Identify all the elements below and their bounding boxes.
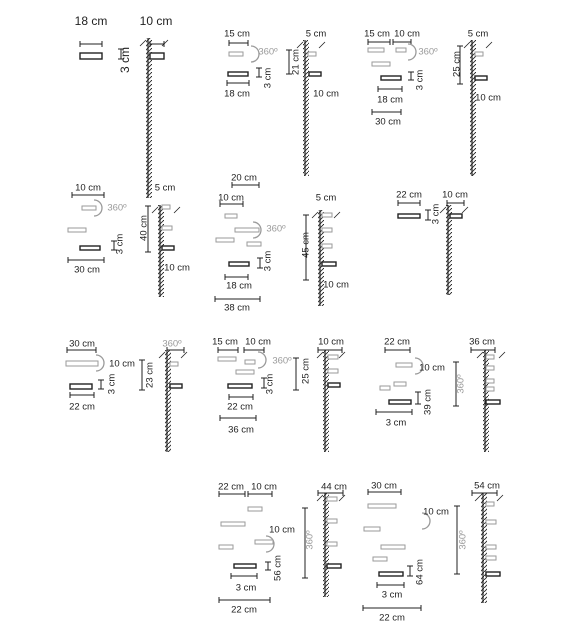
shelf-rotated [486, 355, 494, 359]
label-rotation: 360º [304, 530, 316, 550]
label-large-width: 22 cm [379, 612, 405, 624]
shelf-front [328, 383, 340, 387]
label-height: 39 cm [422, 389, 434, 415]
dimension-line-vertical [98, 380, 104, 389]
shelf-front [162, 246, 174, 250]
dimension-line [363, 605, 421, 611]
shelf-front [229, 262, 249, 266]
label-height: 21 cm [290, 49, 302, 75]
label-rotation: 360º [107, 202, 127, 214]
shelf-configuration-c11 [363, 481, 503, 624]
shelf-configuration-c10 [218, 482, 347, 616]
shelf-configuration-c7 [66, 339, 187, 452]
shelf-rotated [486, 545, 496, 549]
mount-guide [159, 352, 165, 358]
shelf-front [450, 214, 462, 218]
label-total-width: 36 cm [469, 336, 495, 348]
shelf-rotated [221, 522, 245, 526]
mount-guide [462, 207, 468, 213]
dimension-line [385, 347, 410, 353]
shelf-front [70, 384, 92, 389]
shelf-rotated [327, 497, 337, 501]
mount-guide [497, 495, 503, 501]
shelf-configuration-c6 [396, 190, 468, 295]
label-mid-width: 10 cm [218, 192, 244, 204]
shelf-front [486, 400, 500, 404]
shelf-rotated [225, 214, 237, 218]
shelf-rotated [162, 226, 172, 230]
label-thickness: 3 cm [385, 417, 407, 429]
shelf-rotated [328, 355, 338, 359]
shelf-rotated [235, 228, 259, 232]
label-thickness: 3 cm [118, 46, 133, 74]
dimension-line [377, 582, 404, 588]
shelf-rotated [162, 205, 170, 209]
label-height: 56 cm [272, 555, 284, 581]
label-large-width: 18 cm [226, 280, 252, 292]
label-top-width: 20 cm [231, 172, 257, 184]
shelf-rotated [381, 545, 405, 549]
shelf-configuration-c8 [212, 337, 345, 452]
shelf-rotated [229, 52, 243, 56]
dimension-line [376, 409, 412, 415]
hatched-wall-icon [312, 210, 340, 306]
dimension-line [80, 41, 102, 47]
rotation-arc-icon [408, 44, 416, 60]
label-small-width: 15 cm [364, 28, 390, 40]
label-shelf-depth: 10 cm [419, 362, 445, 374]
shelf-rotated [170, 362, 178, 366]
shelf-rotated [394, 382, 406, 386]
dimension-line [368, 39, 390, 45]
mount-guide [334, 212, 340, 218]
label-total-width: 54 cm [474, 480, 500, 492]
shelf-configuration-c5 [215, 173, 349, 314]
label-height: 25 cm [300, 358, 312, 384]
wall-hatching [318, 210, 324, 306]
dimension-line [150, 41, 164, 47]
mount-guide [486, 42, 492, 48]
shelf-front [228, 384, 252, 388]
label-shelf-depth: 10 cm [423, 506, 449, 518]
shelf-front [228, 72, 248, 76]
label-top-width: 30 cm [371, 480, 397, 492]
shelf-rotated [327, 542, 337, 546]
hatched-wall-icon [152, 205, 180, 297]
mount-guide [174, 207, 180, 213]
shelf-front [322, 262, 336, 266]
shelf-configuration-c3 [364, 29, 501, 176]
label-total-width: 30 cm [375, 116, 401, 128]
shelf-rotated [322, 228, 332, 232]
label-shelf-depth: 10 cm [139, 14, 173, 29]
label-shelf-depth: 10 cm [442, 189, 468, 201]
shelf-configuration-c9 [376, 337, 505, 452]
shelf-rotated [82, 206, 96, 210]
label-height: 64 cm [414, 559, 426, 585]
mount-guide [152, 207, 158, 213]
label-small-width: 15 cm [212, 336, 238, 348]
shelf-rotated [475, 52, 483, 56]
mount-guide [464, 42, 470, 48]
label-top-width: 30 cm [69, 338, 95, 350]
dimension-line [378, 86, 402, 92]
label-shelf-depth: 10 cm [109, 358, 135, 370]
label-large-width: 22 cm [231, 604, 257, 616]
label-rotation: 360º [457, 530, 469, 550]
label-rotation: 360º [258, 46, 278, 58]
dimension-line [318, 347, 342, 353]
dimension-line-vertical [265, 562, 271, 570]
label-shelf-depth: 10 cm [318, 336, 344, 348]
shelf-front [150, 53, 164, 59]
label-total-width: 36 cm [228, 424, 254, 436]
dimension-line [229, 394, 253, 400]
label-thickness: 3 cm [264, 373, 276, 395]
label-thickness: 3 cm [262, 250, 274, 272]
dimension-line [229, 40, 248, 46]
rotation-arc-icon [258, 352, 266, 368]
mount-guide [319, 42, 325, 48]
label-top-width: 22 cm [384, 336, 410, 348]
hatched-wall-icon [317, 350, 345, 452]
shelf-rotated [486, 520, 496, 524]
shelf-front [234, 564, 256, 568]
label-total-width: 30 cm [74, 264, 100, 276]
shelf-rotated [486, 502, 494, 506]
shelf-rotated [396, 363, 412, 367]
dimension-line [398, 200, 420, 206]
label-top-width: 22 cm [218, 481, 244, 493]
shelf-rotated [486, 387, 494, 391]
shelf-rotated [322, 213, 332, 217]
shelf-front [80, 246, 100, 250]
dimension-line-vertical [407, 566, 413, 576]
shelf-front [475, 76, 487, 80]
label-thickness: 3 cm [114, 233, 126, 255]
label-total-width: 38 cm [224, 302, 250, 314]
mount-guide [339, 495, 345, 501]
label-rotation: 360º [455, 374, 467, 394]
label-small-depth: 5 cm [154, 182, 176, 194]
label-thickness: 3 cm [106, 373, 118, 395]
label-rotation: 360º [272, 355, 292, 367]
label-large-depth: 10 cm [323, 279, 349, 291]
shelf-front [379, 572, 403, 576]
label-large-width: 22 cm [69, 401, 95, 413]
shelf-rotated [255, 540, 273, 544]
label-rotation: 360º [418, 46, 438, 58]
dimension-line-vertical [408, 72, 414, 80]
label-large-depth: 10 cm [313, 88, 339, 100]
dimension-line [220, 415, 256, 421]
mount-guide [140, 40, 146, 46]
label-mid-width: 10 cm [245, 336, 271, 348]
dimension-line [231, 573, 257, 579]
wall-hatching [146, 38, 152, 198]
mount-guide [312, 212, 318, 218]
label-small-depth: 5 cm [315, 192, 337, 204]
label-small-depth: 5 cm [467, 28, 489, 40]
label-large-width: 18 cm [377, 94, 403, 106]
shelf-front [389, 400, 411, 404]
hatched-wall-icon [464, 40, 492, 176]
shelf-rotated [219, 545, 233, 549]
dimension-line-vertical [293, 358, 299, 390]
shelf-rotated [247, 242, 261, 246]
shelf-front [381, 76, 401, 80]
label-shelf-width: 18 cm [74, 14, 108, 29]
shelf-rotated [380, 386, 390, 390]
shelf-configuration-c2 [224, 29, 339, 176]
shelf-rotated [486, 366, 494, 370]
label-thickness: 3 cm [430, 203, 442, 225]
shelf-rotated [368, 48, 384, 52]
dimension-line [68, 257, 104, 263]
label-thickness: 3 cm [235, 582, 257, 594]
label-large-width: 18 cm [224, 88, 250, 100]
wall-hatching [323, 350, 329, 452]
shelf-rotated [364, 527, 380, 531]
label-rotation: 360º [266, 223, 286, 235]
mount-guide [162, 40, 168, 46]
dimension-line [218, 347, 238, 353]
label-thickness: 3 cm [381, 589, 403, 601]
shelf-rotated [66, 361, 98, 366]
mount-guide [499, 352, 505, 358]
shelf-configuration-c1 [75, 14, 173, 198]
label-large-depth: 10 cm [164, 262, 190, 274]
label-mid-width: 10 cm [394, 28, 420, 40]
shelf-rotated [68, 228, 86, 232]
dimension-line-vertical [415, 392, 421, 404]
shelf-rotated [368, 504, 396, 508]
mount-guide [297, 42, 303, 48]
shelf-front [398, 214, 420, 218]
dimension-line-vertical [256, 68, 262, 77]
shelf-rotated [372, 62, 390, 66]
label-thickness: 3 cm [414, 69, 426, 91]
label-mid-width: 10 cm [75, 182, 101, 194]
label-total-width: 44 cm [321, 481, 347, 493]
label-mid-width: 10 cm [251, 481, 277, 493]
hatched-wall-icon [140, 38, 168, 198]
shelf-rotated [327, 519, 337, 523]
shelf-rotated [308, 52, 316, 56]
shelf-front [309, 72, 321, 76]
shelf-rotated [216, 238, 234, 242]
wall-hatching [303, 40, 309, 176]
dimension-line [372, 109, 401, 115]
label-large-width: 22 cm [227, 401, 253, 413]
shelf-configuration-c4 [68, 183, 190, 297]
label-shelf-width: 22 cm [396, 189, 422, 201]
shelf-rotated [396, 48, 406, 52]
shelf-front [170, 384, 182, 388]
shelf-rotated [245, 360, 255, 364]
label-small-width: 15 cm [224, 28, 250, 40]
shelf-rotated [248, 507, 262, 511]
dimension-line [219, 597, 270, 603]
figure-layer [66, 14, 505, 623]
label-height: 45 cm [300, 232, 312, 258]
wall-hatching [470, 40, 476, 176]
mount-guide [475, 495, 481, 501]
dimension-line [215, 296, 260, 302]
shelf-rotated [486, 556, 496, 560]
shelf-front [327, 564, 341, 568]
label-small-depth: 5 cm [305, 28, 327, 40]
dimension-line [225, 274, 248, 280]
label-height: 40 cm [138, 215, 150, 241]
dimension-line [70, 392, 94, 398]
shelf-rotated [486, 379, 494, 383]
shelf-rotated [236, 370, 254, 374]
shelf-rotated [373, 557, 387, 561]
label-rotation: 360º [162, 338, 182, 350]
shelf-rotated [328, 369, 338, 373]
shelf-front [80, 53, 102, 59]
label-shelf-depth: 10 cm [269, 524, 295, 536]
label-height: 25 cm [451, 51, 463, 77]
label-large-depth: 10 cm [475, 92, 501, 104]
mount-guide [477, 352, 483, 358]
dimension-line [227, 80, 249, 86]
label-height: 23 cm [144, 362, 156, 388]
label-thickness: 3 cm [262, 67, 274, 89]
shelf-rotated [218, 357, 236, 361]
wall-hatching [158, 205, 164, 297]
shelf-rotated [322, 244, 332, 248]
shelf-front [486, 572, 500, 576]
